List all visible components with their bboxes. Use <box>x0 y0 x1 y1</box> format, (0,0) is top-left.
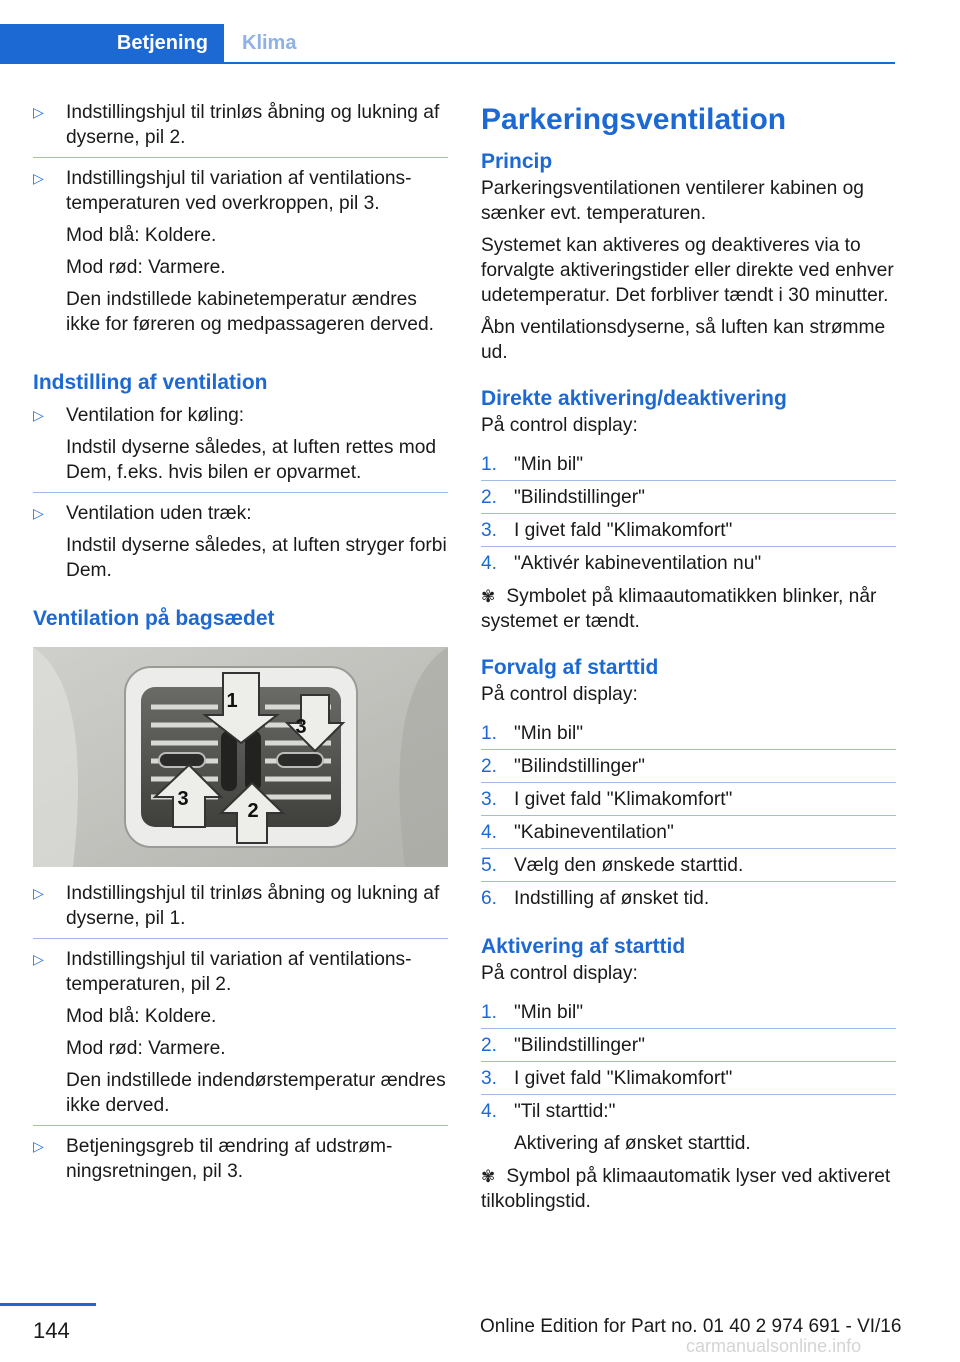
bullet-subtext: Den indstillede indendørstemperatur ændres ikke derved. <box>66 1070 446 1116</box>
step-number: 1. <box>481 1002 498 1023</box>
image-label-3-left: 3 <box>177 788 189 810</box>
step-text: I givet fald "Klimakomfort" <box>514 1068 733 1089</box>
bullet-text: Ventilation for køling: <box>66 405 245 426</box>
divider <box>33 492 448 493</box>
step-text: "Aktivér kabineventilation nu" <box>514 553 762 574</box>
tab-betjening[interactable]: Betjening <box>0 24 224 62</box>
list-item <box>33 881 448 931</box>
step-number: 1. <box>481 723 498 744</box>
watermark: carmanualsonline.info <box>686 1336 862 1356</box>
divider <box>481 848 896 849</box>
list-item <box>481 518 896 543</box>
paragraph: På control display: <box>481 684 638 705</box>
step-number: 3. <box>481 1068 498 1089</box>
divider <box>481 480 896 481</box>
divider <box>481 546 896 547</box>
note-text: Symbolet på klimaautomatikken blinker, når systemet er tændt. <box>481 586 877 632</box>
divider <box>33 938 448 939</box>
page-number: 144 <box>33 1318 70 1343</box>
step-text: "Min bil" <box>514 454 584 475</box>
step-number: 1. <box>481 454 498 475</box>
step-text: "Kabineventilation" <box>514 822 674 843</box>
step-number: 2. <box>481 1035 498 1056</box>
bullet-text: Ventilation uden træk: <box>66 503 252 524</box>
edition-info: Online Edition for Part no. 01 40 2 974 691 - VI/16 <box>480 1316 902 1337</box>
bullet-subtext: Mod rød: Varmere. <box>66 1038 226 1059</box>
paragraph: På control display: <box>481 963 638 984</box>
bullet-subtext: Indstil dyserne således, at luften rettes mod Dem, f.eks. hvis bilen er opvarmet. <box>66 437 437 483</box>
bullet-text: Indstillingshjul til variation af ventilationstemperaturen, pil 2. <box>66 949 412 995</box>
left-column <box>33 100 448 1184</box>
list-item <box>33 1134 448 1184</box>
step-text: "Bilindstillinger" <box>514 1035 645 1056</box>
divider <box>481 815 896 816</box>
divider <box>481 881 896 882</box>
paragraph: Parkeringsventilationen ventilerer kabinen og sænker evt. temperaturen. <box>481 178 864 224</box>
paragraph: Systemet kan aktiveres og deaktiveres via to forvalgte aktiveringstider eller direkte ved enhver udetemperatur. Det forbliver tændt i 30 minutter. <box>481 235 894 306</box>
step-number: 4. <box>481 553 498 574</box>
section-title: Ventilation på bagsædet <box>33 607 275 630</box>
list-item <box>33 501 448 583</box>
fan-icon: ✾ <box>481 587 496 606</box>
step-text: "Min bil" <box>514 723 584 744</box>
divider <box>481 1094 896 1095</box>
divider <box>33 157 448 158</box>
list-item <box>481 820 896 845</box>
note <box>481 584 896 634</box>
note-text: Symbol på klimaautomatik lyser ved aktiveret tilkoblingstid. <box>481 1166 891 1212</box>
step-number: 3. <box>481 789 498 810</box>
bullet-text: Indstillingshjul til trinløs åbning og lukning af dyserne, pil 2. <box>66 102 440 148</box>
step-text: "Bilindstillinger" <box>514 487 645 508</box>
list-item <box>481 787 896 812</box>
list-item <box>481 754 896 779</box>
section-title: Forvalg af starttid <box>481 656 659 679</box>
image-label-3-right: 3 <box>295 716 307 738</box>
divider <box>481 749 896 750</box>
list-item <box>33 166 448 337</box>
list-item <box>481 721 896 746</box>
divider <box>481 513 896 514</box>
divider <box>481 1028 896 1029</box>
bullet-text: Indstillingshjul til variation af ventilationstemperaturen ved overkroppen, pil 3. <box>66 168 412 214</box>
triangle-right-icon: ▷ <box>33 104 44 120</box>
bullet-text: Indstillingshjul til trinløs åbning og lukning af dyserne, pil 1. <box>66 883 440 929</box>
step-text: I givet fald "Klimakomfort" <box>514 789 733 810</box>
fan-icon: ✾ <box>481 1167 496 1186</box>
step-subtext-row <box>481 1131 896 1156</box>
bullet-subtext: Den indstillede kabinetemperatur ændres ikke for føreren og medpassageren derved. <box>66 289 434 335</box>
note <box>481 1164 896 1214</box>
paragraph: På control display: <box>481 415 638 436</box>
rear-vent-image <box>33 647 448 867</box>
list-item <box>481 1000 896 1025</box>
section-title: Aktivering af starttid <box>481 935 686 958</box>
step-text: "Min bil" <box>514 1002 584 1023</box>
triangle-right-icon: ▷ <box>33 885 44 901</box>
triangle-right-icon: ▷ <box>33 951 44 967</box>
step-number: 4. <box>481 1101 498 1122</box>
section-title: Princip <box>481 150 553 173</box>
page-title: Parkeringsventilation <box>481 103 787 136</box>
divider <box>33 1125 448 1126</box>
header-tabbar <box>0 24 895 64</box>
list-item <box>481 886 896 911</box>
bullet-text: Betjeningsgreb til ændring af udstrømningsretningen, pil 3. <box>66 1136 393 1182</box>
step-number: 3. <box>481 520 498 541</box>
step-number: 5. <box>481 855 498 876</box>
list-item <box>481 485 896 510</box>
footer-accent-line <box>0 1303 96 1306</box>
step-text: Indstilling af ønsket tid. <box>514 888 710 909</box>
list-item <box>33 403 448 485</box>
list-item <box>481 853 896 878</box>
triangle-right-icon: ▷ <box>33 170 44 186</box>
section-title: Indstilling af ventilation <box>33 371 268 394</box>
list-item <box>481 1099 896 1124</box>
section-title: Direkte aktivering/deaktivering <box>481 387 787 410</box>
list-item <box>481 1033 896 1058</box>
divider <box>481 1061 896 1062</box>
step-subtext: Aktivering af ønsket starttid. <box>514 1133 751 1154</box>
step-number: 4. <box>481 822 498 843</box>
bullet-subtext: Mod rød: Varmere. <box>66 257 226 278</box>
step-text: Vælg den ønskede starttid. <box>514 855 744 876</box>
divider <box>481 782 896 783</box>
step-number: 6. <box>481 888 498 909</box>
list-item <box>33 100 448 150</box>
list-item <box>481 452 896 477</box>
image-label-1: 1 <box>226 690 238 712</box>
image-label-2: 2 <box>247 800 259 822</box>
step-text: "Til starttid:" <box>514 1101 616 1122</box>
list-item <box>481 1066 896 1091</box>
step-number: 2. <box>481 487 498 508</box>
bullet-subtext: Indstil dyserne således, at luften stryger forbi Dem. <box>66 535 447 581</box>
step-text: "Bilindstillinger" <box>514 756 645 777</box>
triangle-right-icon: ▷ <box>33 407 44 423</box>
bullet-subtext: Mod blå: Koldere. <box>66 1006 217 1027</box>
bullet-subtext: Mod blå: Koldere. <box>66 225 217 246</box>
step-number: 2. <box>481 756 498 777</box>
triangle-right-icon: ▷ <box>33 505 44 521</box>
tab-klima[interactable]: Klima <box>242 32 297 54</box>
right-column <box>481 100 896 1214</box>
paragraph: Åbn ventilationsdyserne, så luften kan strømme ud. <box>481 317 886 363</box>
triangle-right-icon: ▷ <box>33 1138 44 1154</box>
list-item <box>481 551 896 576</box>
step-text: I givet fald "Klimakomfort" <box>514 520 733 541</box>
list-item <box>33 947 448 1118</box>
